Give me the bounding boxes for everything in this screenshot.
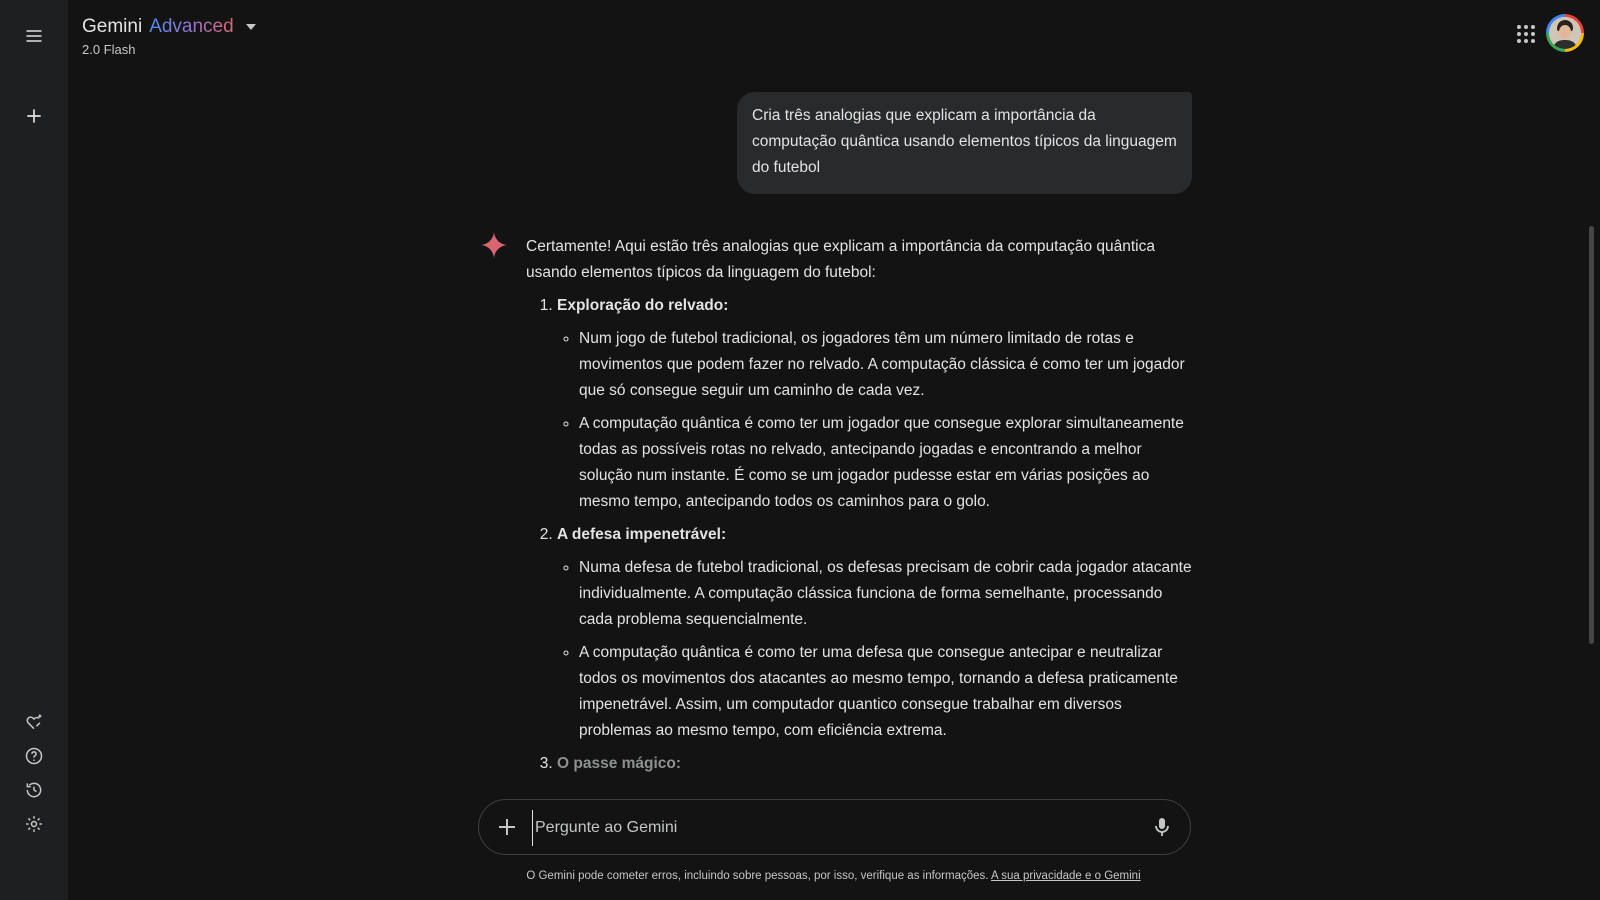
plus-icon	[24, 106, 44, 126]
analogy-bullets	[557, 555, 1196, 744]
analogy-bullet: ◦ Numa defesa de futebol tradicional, os defesas precisam de cobrir cada jogador atacante individualmente. A computação clássica funciona de forma semelhante, processando cada problema sequencialmente.	[579, 555, 1196, 633]
microphone-icon[interactable]	[1150, 815, 1174, 839]
help-icon	[24, 746, 44, 766]
apps-grid-icon[interactable]	[1514, 22, 1538, 46]
analogy-title: 2. A defesa impenetrável:	[557, 526, 727, 543]
disclaimer	[478, 870, 1189, 882]
history-icon	[24, 780, 44, 800]
model-response	[526, 234, 1196, 784]
analogy-list	[526, 293, 1196, 777]
gem-manager-button[interactable]	[18, 706, 50, 738]
analogy-bullets	[557, 326, 1196, 515]
prompt-input[interactable]	[532, 810, 1137, 846]
gear-icon	[24, 814, 44, 834]
model-name: 2.0 Flash	[82, 42, 136, 57]
brand-name: Gemini	[82, 16, 143, 37]
help-button[interactable]	[18, 740, 50, 772]
add-attachment-icon[interactable]	[495, 815, 519, 839]
analogy-title: 3. O passe mágico:	[557, 755, 682, 772]
user-prompt-bubble: Cria três analogias que explicam a importância da computação quântica usando elementos típicos da linguagem do futebol	[737, 92, 1192, 194]
model-switcher[interactable]	[82, 16, 256, 38]
prompt-composer	[478, 799, 1191, 855]
gemini-spark-icon	[481, 232, 507, 258]
chevron-down-icon	[246, 24, 256, 30]
brand-tier: Advanced	[149, 16, 234, 37]
avatar[interactable]	[1546, 14, 1584, 52]
header	[68, 0, 1600, 70]
privacy-link[interactable]: A sua privacidade e o Gemini	[991, 870, 1141, 882]
analogy-item	[557, 293, 1196, 515]
analogy-bullet: ◦ Num jogo de futebol tradicional, os jogadores têm um número limitado de rotas e movimentos que podem fazer no relvado. A computação clássica é como ter um jogador que só consegue seguir um caminho de cada vez.	[579, 326, 1196, 404]
analogy-item	[557, 751, 1196, 777]
analogy-bullet: ◦ A computação quântica é como ter um jogador que consegue explorar simultaneamente todas as possíveis rotas no relvado, antecipando jogadas e encontrando a melhor solução num instante. É como se um jogador pudesse estar em várias posições ao mesmo tempo, antecipando todos os caminhos para o golo.	[579, 411, 1196, 515]
avatar-image	[1549, 17, 1581, 49]
activity-button[interactable]	[18, 774, 50, 806]
gem-heart-icon	[24, 712, 44, 732]
sidebar	[0, 0, 68, 900]
disclaimer-text: O Gemini pode cometer erros, incluindo sobre pessoas, por isso, verifique as informações.	[526, 870, 989, 882]
scrollbar-thumb[interactable]	[1589, 226, 1594, 644]
settings-button[interactable]	[18, 808, 50, 840]
new-chat-button[interactable]	[18, 100, 50, 132]
analogy-bullet: ◦ A computação quântica é como ter uma defesa que consegue antecipar e neutralizar todos os movimentos dos atacantes ao mesmo tempo, tornando a defesa praticamente impenetrável. Assim, um computador quantico consegue trabalhar em diversos problemas ao mesmo tempo, com eficiência extrema.	[579, 640, 1196, 744]
response-intro: Certamente! Aqui estão três analogias que explicam a importância da computação quântica usando elementos típicos da linguagem do futebol:	[526, 238, 1155, 281]
analogy-title: 1. Exploração do relvado:	[557, 297, 729, 314]
menu-icon[interactable]	[18, 20, 50, 52]
analogy-item	[557, 522, 1196, 744]
